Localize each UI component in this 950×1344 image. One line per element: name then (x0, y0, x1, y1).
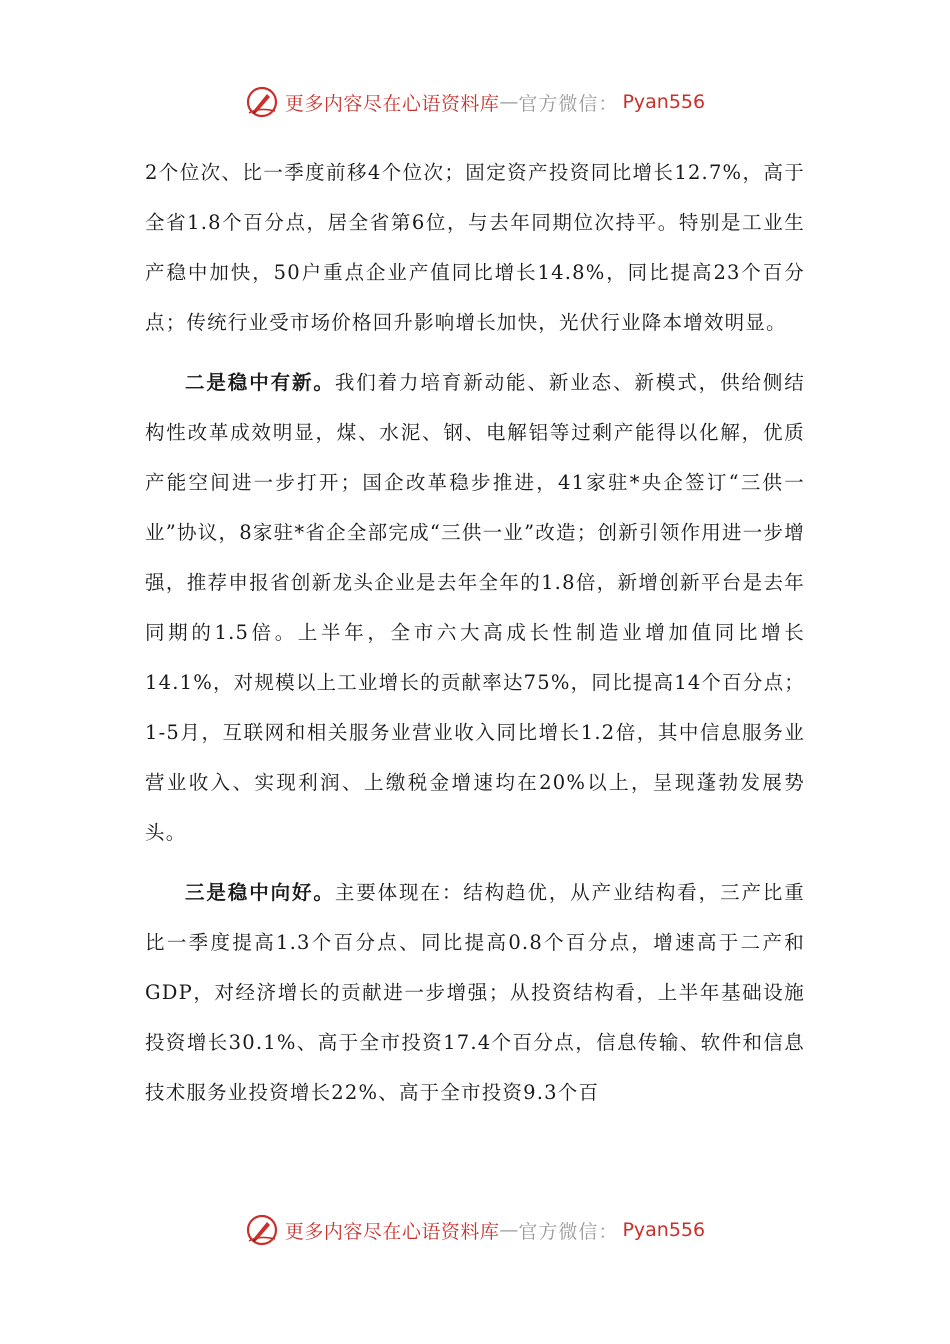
paragraph-3-text: 主要体现在：结构趋优，从产业结构看，三产比重比一季度提高1.3个百分点、同比提高0.8个百分点，增速高于二产和GDP，对经济增长的贡献进一步增强；从投资结构看，上半年基础设施投资增长30.1%、高于全市投资17.4个百分点，信息传输、软件和信息技术服务业投资增长22%、高于全市投资9.3个百 (145, 881, 805, 1104)
header-brand-text: 更多内容尽在心语资料库 (284, 92, 500, 115)
paragraph-3 (145, 868, 805, 1118)
document-body (145, 148, 805, 1118)
footer-banner (0, 1210, 950, 1250)
header-wechat-id: Pyan556 (622, 91, 706, 113)
header-banner (0, 82, 950, 122)
header-dash: — (499, 91, 519, 113)
paragraph-2-lead: 二是稳中有新。 (185, 371, 335, 394)
pen-logo-icon (245, 85, 279, 119)
header-wechat-label: 官方微信： (518, 92, 619, 115)
footer-wechat-label: 官方微信： (518, 1220, 619, 1243)
footer-wechat-id: Pyan556 (622, 1219, 706, 1241)
footer-dash: — (499, 1219, 519, 1241)
paragraph-3-lead: 三是稳中向好。 (185, 881, 335, 904)
paragraph-1: 2个位次、比一季度前移4个位次；固定资产投资同比增长12.7%，高于全省1.8个百分点，居全省第6位，与去年同期位次持平。特别是工业生产稳中加快，50户重点企业产值同比增长14.8%，同比提高23个百分点；传统行业受市场价格回升影响增长加快，光伏行业降本增效明显。 (145, 161, 805, 334)
footer-brand-text: 更多内容尽在心语资料库 (284, 1220, 500, 1243)
paragraph-2 (145, 358, 805, 858)
pen-logo-icon (245, 1213, 279, 1247)
paragraph-2-text: 我们着力培育新动能、新业态、新模式，供给侧结构性改革成效明显，煤、水泥、钢、电解铝等过剩产能得以化解，优质产能空间进一步打开；国企改革稳步推进，41家驻*央企签订“三供一业”协议，8家驻*省企全部完成“三供一业”改造；创新引领作用进一步增强，推荐申报省创新龙头企业是去年全年的1.8倍，新增创新平台是去年同期的1.5倍。上半年，全市六大高成长性制造业增加值同比增长14.1%，对规模以上工业增长的贡献率达75%，同比提高14个百分点；1-5月，互联网和相关服务业营业收入同比增长1.2倍，其中信息服务业营业收入、实现利润、上缴税金增速均在20%以上，呈现蓬勃发展势头。 (145, 371, 805, 844)
